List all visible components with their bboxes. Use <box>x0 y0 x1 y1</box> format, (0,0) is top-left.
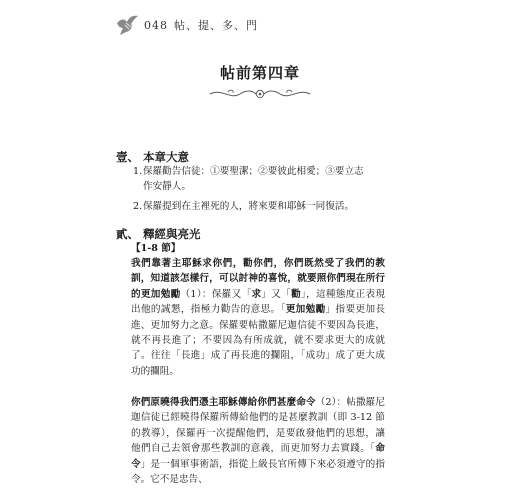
keyword: 求 <box>251 288 262 300</box>
paragraph-text: （1）：保羅又「 <box>180 288 252 300</box>
paragraph-text: 」又「 <box>261 288 292 300</box>
ornament-divider-icon <box>208 86 312 102</box>
scripture-quote: 你們原曉得我們憑主耶穌傳給你們甚麼命令 <box>131 397 316 408</box>
paragraph-verses-1-2 <box>131 256 385 379</box>
paragraph-text: 」指要更加長進、更加努力之意。保羅要帖撒羅尼迦信徒不要因為長進，就不再長進了；不要因為有所成就，就不要求更大的成就了。往往「長進」成了再長進的攔阻，「成功」成了更大成功的攔阻。 <box>131 304 386 377</box>
paragraph-verse-2 <box>131 395 385 487</box>
summary-list <box>133 164 373 219</box>
list-item <box>133 199 373 214</box>
verse-reference: 【1-8 節】 <box>131 243 181 254</box>
keyword: 勸 <box>291 288 301 300</box>
running-header <box>116 14 258 36</box>
section-heading-exposition: 貳、 釋經與亮光 <box>116 227 201 241</box>
list-item-text: 保羅提到在主裡死的人，將來要和耶穌一同復活。 <box>143 201 355 212</box>
list-item <box>133 164 373 194</box>
paragraph-text: （2）：帖撒羅尼迦信徒已經曉得保羅所傳給他們的是甚麼教訓（即 3-12 節的教導），保羅再一次提醒他們，是要啟發他們的思想，讓他們自己去領會那些教訓的意義，而更加努力去實踐。「 <box>131 397 385 455</box>
list-item-number: 1. <box>133 166 143 177</box>
page-number: 048 <box>144 18 168 32</box>
keyword: 更加勉勵 <box>285 304 326 316</box>
paragraph-text: 」是一個軍事術語，指從上級長官所傳下來必須遵守的指令。它不是忠告、 <box>131 458 386 486</box>
section-heading-summary: 壹、 本章大意 <box>116 150 190 164</box>
book-title: 帖、提、多、門 <box>174 19 258 32</box>
list-item-number: 2. <box>133 201 143 212</box>
paragraph-text: 」，這種態度正表現出他的誠懇，指極力勸告的意思。「 <box>131 288 386 316</box>
dove-icon <box>116 14 140 36</box>
chapter-title: 帖前第四章 <box>219 64 300 82</box>
scripture-quote: 我們靠著主耶穌求你們，勸你們，你們既然受了我們的教訓，知道該怎樣行，可以討神的喜悅，就要照你們現在所行的更加勉勵 <box>131 258 385 300</box>
keyword: 命令 <box>131 443 385 470</box>
list-item-text: 保羅勸告信徒：①要聖潔；②要彼此相愛；③要立志作安靜人。 <box>143 166 364 192</box>
